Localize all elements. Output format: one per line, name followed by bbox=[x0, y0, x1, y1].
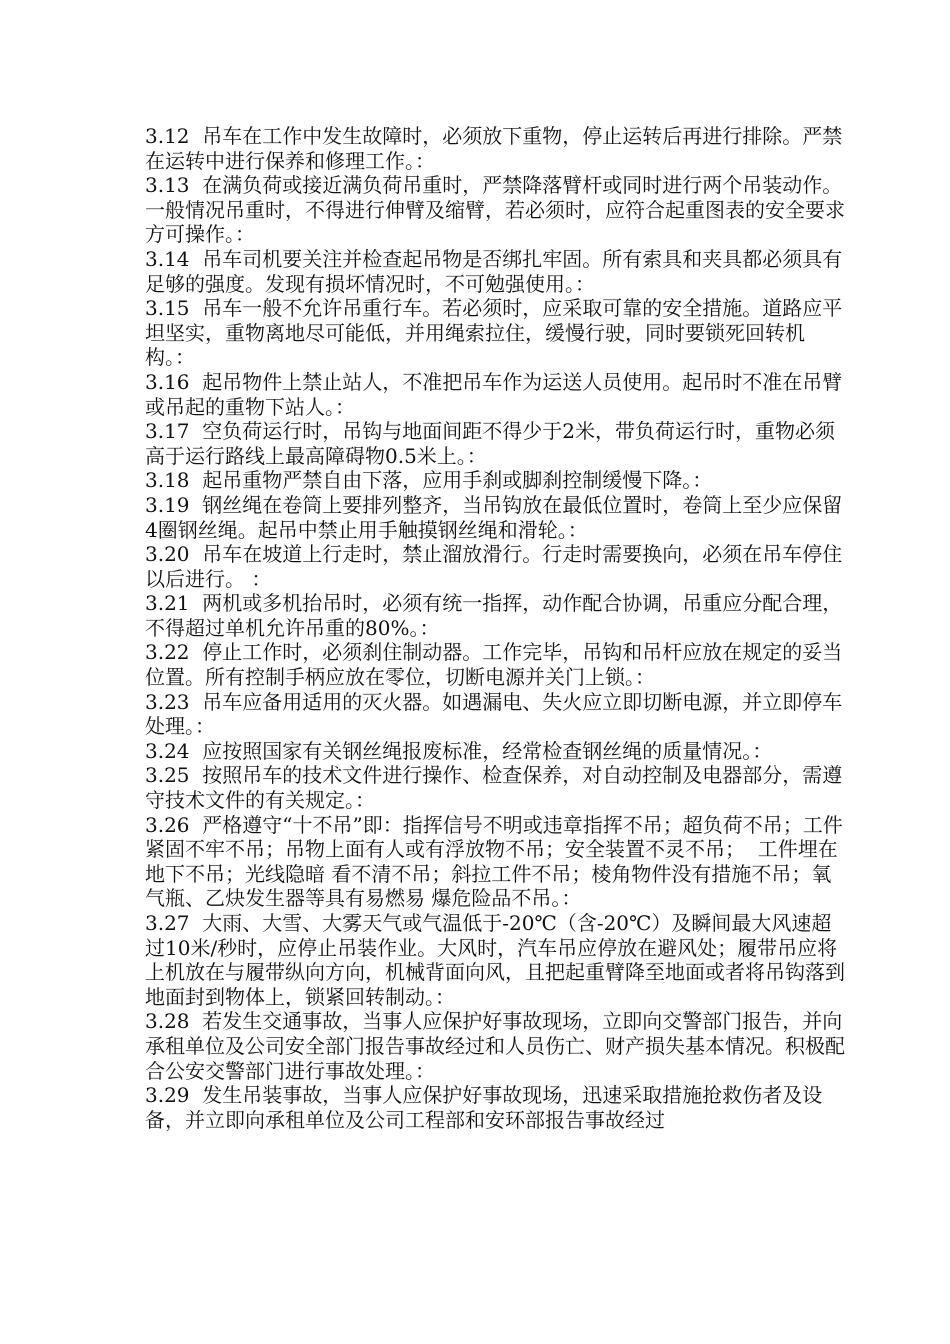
clause-3-22: 3.22 停止工作时，必须刹住制动器。工作完毕，吊钩和吊杆应放在规定的妥当位置。所有控制手柄应放在零位，切断电源并关门上锁。： bbox=[145, 640, 843, 690]
clause-3-14: 3.14 吊车司机要关注并检查起吊物是否绑扎牢固。所有索具和夹具都必须具有足够的强度。发现有损坏情况时，不可勉强使用。： bbox=[145, 246, 843, 296]
clause-3-23: 3.23 吊车应备用适用的灭火器。如遇漏电、失火应立即切断电源，并立即停车处理。： bbox=[145, 689, 843, 739]
clause-3-21: 3.21 两机或多机抬吊时，必须有统一指挥，动作配合协调，吊重应分配合理，不得超过单机允许吊重的80%。： bbox=[145, 591, 843, 640]
clause-3-12: 3.12 吊车在工作中发生故障时，必须放下重物，停止运转后再进行排除。严禁在运转中进行保养和修理工作。： bbox=[145, 124, 843, 173]
clause-3-27: 3.27 大雨、大雪、大雾天气或气温低于-20℃（含-20℃）及瞬间最大风速超过10米/秒时，应停止吊装作业。大风时，汽车吊应停放在避风处；履带吊应将上机放在与履带纵向方向，机械背面向风，且把起重臂降至地面或者将吊钩落到地面封到物体上，锁紧回转制动。： bbox=[145, 911, 845, 1009]
clause-3-29: 3.29 发生吊装事故，当事人应保护好事故现场，迅速采取措施抢救伤者及设备，并立即向承租单位及公司工程部和安环部报告事故经过 bbox=[145, 1083, 823, 1132]
clause-3-15: 3.15 吊车一般不允许吊重行车。若必须时，应采取可靠的安全措施。道路应平坦坚实，重物离地尽可能低，并用绳索拉住，缓慢行驶，同时要锁死回转机构。： bbox=[145, 296, 843, 370]
clause-3-19: 3.19 钢丝绳在卷筒上要排列整齐，当吊钩放在最低位置时，卷筒上至少应保留4圈钢丝绳。起吊中禁止用手触摸钢丝绳和滑轮。： bbox=[145, 492, 843, 542]
clause-3-18: 3.18 起吊重物严禁自由下落，应用手刹或脚刹控制缓慢下降。： bbox=[145, 468, 713, 493]
clause-3-24: 3.24 应按照国家有关钢丝绳报废标准，经常检查钢丝绳的质量情况。： bbox=[145, 738, 773, 763]
clause-3-20: 3.20 吊车在坡道上行走时，禁止溜放滑行。行走时需要换向，必须在吊车停住以后进行。 ： bbox=[145, 542, 843, 591]
clause-3-16: 3.16 起吊物件上禁止站人，不准把吊车作为运送人员使用。起吊时不准在吊臂或吊起的重物下站人。： bbox=[145, 369, 843, 419]
clause-3-28: 3.28 若发生交通事故，当事人应保护好事故现场，立即向交警部门报告，并向承租单位及公司安全部门报告事故经过和人员伤亡、财产损失基本情况。积极配合公安交警部门进行事故处理。： bbox=[145, 1009, 845, 1083]
document-body bbox=[145, 124, 845, 1132]
clause-3-13: 3.13 在满负荷或接近满负荷吊重时，严禁降落臂杆或同时进行两个吊装动作。一般情况吊重时，不得进行伸臂及缩臂，若必须时，应符合起重图表的安全要求方可操作。： bbox=[145, 173, 845, 247]
clause-3-26: 3.26 严格遵守“十不吊”即：指挥信号不明或违章指挥不吊；超负荷不吊；工件紧固不牢不吊；吊物上面有人或有浮放物不吊；安全装置不灵不吊； 工件埋在地下不吊；光线隐暗 看不清不吊；斜拉工件不吊；棱角物件没有措施不吊；氧气瓶、乙炔发生器等具有易燃易 爆危险品不吊。： bbox=[145, 812, 843, 911]
clause-3-25: 3.25 按照吊车的技术文件进行操作、检查保养，对自动控制及电器部分，需遵守技术文件的有关规定。： bbox=[145, 763, 843, 813]
clause-3-17: 3.17 空负荷运行时，吊钩与地面间距不得少于2米，带负荷运行时，重物必须高于运行路线上最高障碍物0.5米上。： bbox=[145, 419, 835, 468]
